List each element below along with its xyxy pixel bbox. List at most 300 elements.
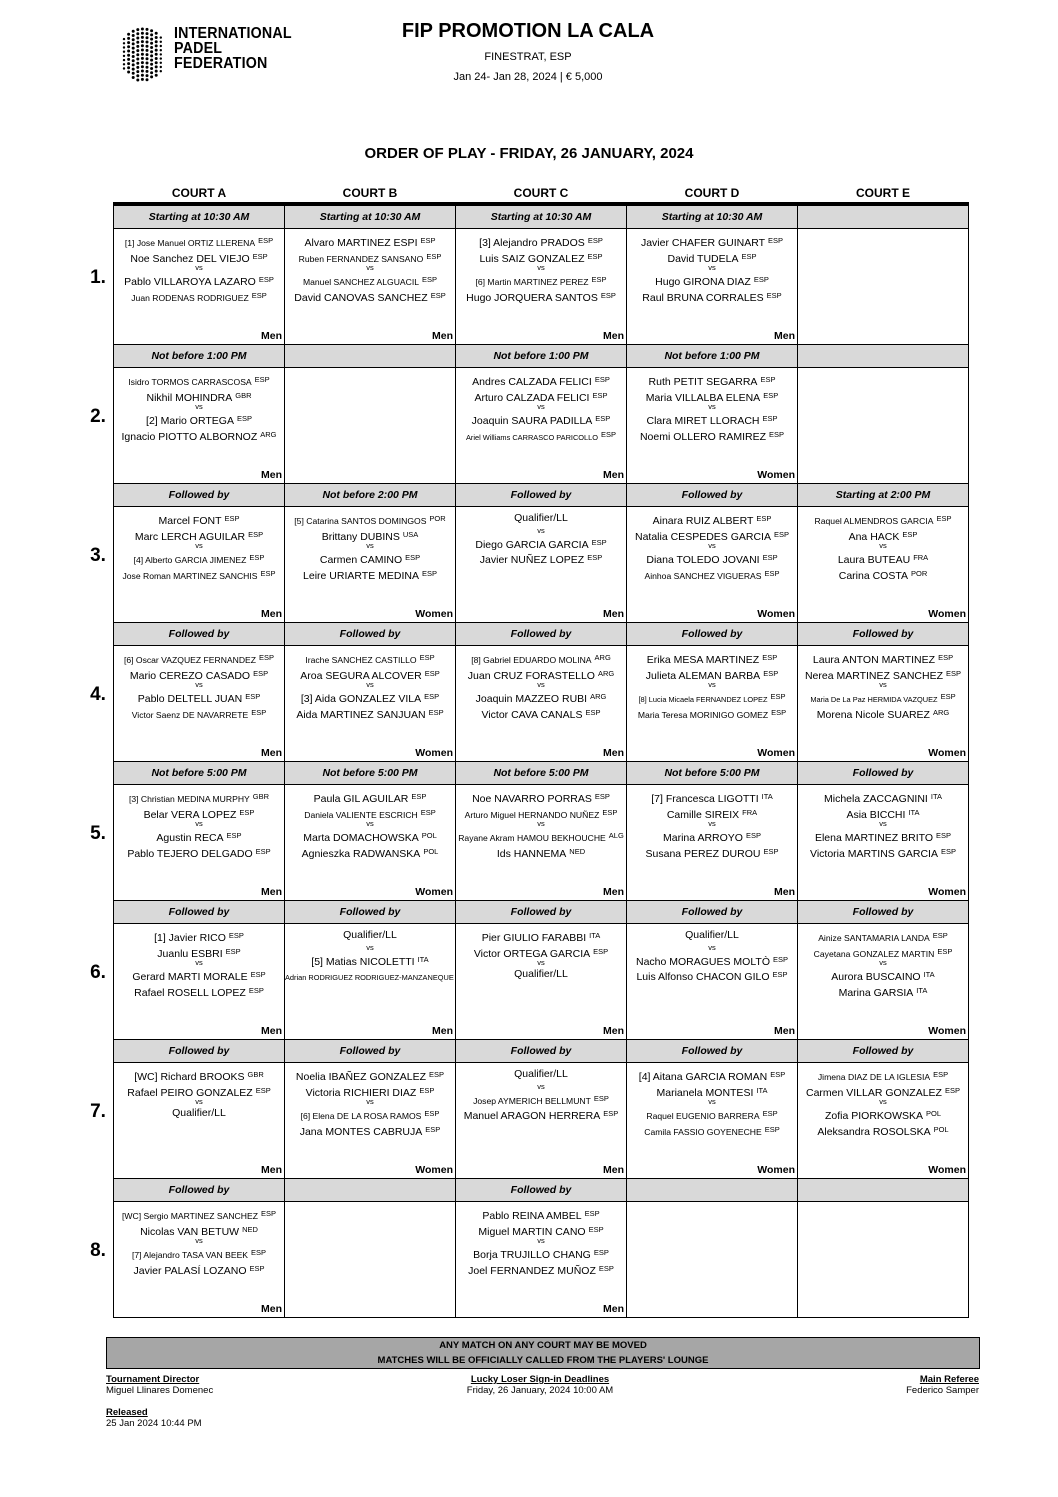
player-country: POR [429,514,446,523]
versus-text: vs [195,263,203,273]
versus-label [456,527,626,535]
player-country: ARG [932,708,950,718]
versus-text: vs [366,680,374,690]
versus-text: vs [195,680,203,690]
player-name: Elena MARTINEZ BRITO [814,832,934,845]
player-country: ESP [601,430,617,440]
player-country: ESP [585,708,601,718]
versus-text: vs [195,1236,203,1246]
match-cell [284,344,456,484]
player-name: Maria De La Paz HERMIDA VAZQUEZ [810,695,938,705]
player-name: Michela ZACCAGNINI [824,793,928,805]
player-country: ESP [250,970,266,980]
draw-category: Men [261,330,282,342]
match-players [285,650,455,721]
versus-text: vs [366,1097,374,1107]
player-country: ESP [595,414,611,424]
match-cell [626,483,798,623]
player-line [627,550,797,566]
match-players [456,372,626,443]
player-country: ESP [251,708,267,718]
tournament-dates: Jan 24- Jan 28, 2024 | € 5,000 [453,71,603,83]
player-line [798,1083,968,1099]
player-country: ESP [420,807,436,817]
start-time: Followed by [627,901,797,924]
player-country: ITA [916,986,928,996]
player-name: Nikhil MOHINDRA [146,391,233,404]
player-name: Josep AYMERICH BELLMUNT [473,1095,591,1106]
versus-label [285,1098,455,1106]
player-country: ESP [249,1264,265,1274]
player-country: ESP [773,529,789,539]
draw-category: Men [603,747,624,759]
player-line [285,844,455,860]
player-country: ESP [426,251,442,261]
player-country: ESP [252,251,268,261]
match-players [114,372,284,443]
versus-text: vs [366,942,374,952]
player-name: Belar VERA LOPEZ [143,808,237,821]
versus-label [456,959,626,967]
match-cell [113,1178,285,1318]
player-line [627,789,797,805]
player-line [456,944,626,960]
player-line [627,566,797,582]
draw-category: Women [928,747,966,759]
versus-label [456,264,626,272]
player-name: Nicolas VAN BETUW [140,1225,240,1238]
match-players [114,1067,284,1122]
player-country: ESP [764,1125,780,1135]
versus-text: vs [537,525,545,535]
versus-text: vs [537,263,545,273]
player-country: ESP [253,668,269,678]
player-name: Qualifier/LL [514,968,568,981]
player-name: Camille SIREIX [666,808,740,821]
player-name: Victor CAVA CANALS [481,709,583,722]
fip-logo-icon [118,26,170,84]
draw-category: Men [603,1164,624,1176]
draw-category: Men [774,330,795,342]
player-line [114,527,284,543]
start-time: Starting at 2:00 PM [798,484,968,507]
player-country: ESP [584,1209,600,1218]
player-name: Pablo TEJERO DELGADO [127,848,253,861]
match-players [114,928,284,999]
player-name: Irache SANCHEZ CASTILLO [305,655,417,665]
start-time: Followed by [456,1179,626,1202]
player-country: ESP [936,514,952,523]
player-name: Morena Nicole SUAREZ [816,709,930,722]
player-country: ESP [594,375,610,384]
player-line [285,550,455,566]
start-time: Followed by [456,484,626,507]
player-name: Aurora BUSCAINO [831,971,921,984]
player-name: Nacho MORAGUES MOLTÒ [635,955,770,968]
player-name: [3] Alejandro PRADOS [479,237,585,249]
start-time [798,345,968,368]
player-name: Brittany DUBINS [321,530,400,543]
match-players [456,928,626,983]
player-name: [7] Alejandro TASA VAN BEEK [131,1250,249,1261]
start-time: Not before 5:00 PM [285,762,455,785]
tournament-title: FIP PROMOTION LA CALA [401,20,655,42]
versus-label [114,1237,284,1245]
player-country: ALG [608,831,624,841]
player-line [114,566,284,582]
player-country: ESP [424,1109,440,1119]
player-country: ARG [260,430,277,440]
player-country: ESP [946,668,962,678]
draw-category: Men [603,330,624,342]
player-line [456,511,626,527]
player-country: FRA [742,807,758,817]
released [106,1407,202,1429]
player-line [798,566,968,582]
versus-text: vs [708,680,716,690]
match-cell [626,622,798,762]
player-country: NED [242,1224,258,1234]
logo-line: INTERNATIONAL [174,25,292,42]
logo-line: PADEL [174,40,223,57]
player-country: POL [423,847,439,857]
notice-box [106,1337,980,1369]
court-header: COURT C [513,186,569,200]
player-country: ESP [258,236,274,245]
player-country: ESP [902,529,918,539]
match-cell [626,205,798,345]
versus-label [114,542,284,550]
versus-text: vs [537,402,545,412]
player-line [285,1122,455,1138]
player-name: Ariel Williams CARRASCO PARICOLLO [465,433,599,443]
player-name: [3] Aida GONZALEZ VILA [300,693,422,706]
player-country: ESP [603,1109,619,1119]
player-country: ESP [760,375,776,384]
player-line [627,288,797,304]
player-line [456,372,626,388]
referee-label: Main Referee [919,1374,979,1385]
draw-category: Men [261,1025,282,1037]
match-cell [113,622,285,762]
player-line [114,1261,284,1277]
player-country: POL [933,1125,949,1135]
match-cell [797,1178,969,1318]
player-name: Victoria RICHIERI DIAZ [305,1086,417,1099]
player-name: Victoria MARTINS GARCIA [810,848,938,861]
player-line [114,372,284,388]
draw-category: Women [928,1025,966,1037]
player-country: ESP [248,529,264,539]
versus-text: vs [879,680,887,690]
versus-text: vs [195,958,203,968]
player-line [456,388,626,404]
player-line [627,233,797,249]
player-line [456,1245,626,1261]
player-line [114,983,284,999]
start-time: Starting at 10:30 AM [627,206,797,229]
player-line [114,411,284,427]
row-number: 3. [90,545,106,566]
player-name: Andres CALZADA FELICI [472,376,592,388]
match-cell [797,205,969,345]
match-cell [284,622,456,762]
draw-category: Men [774,886,795,898]
draw-category: Women [928,886,966,898]
player-line [114,1067,284,1083]
match-players [285,1067,455,1138]
versus-label [456,1083,626,1091]
player-line [285,1067,455,1083]
match-cell [626,761,798,901]
player-name: Victor ORTEGA GARCIA [473,947,591,960]
match-players [456,789,626,860]
versus-text: vs [708,819,716,829]
player-country: ESP [419,1085,435,1095]
player-country: ESP [260,1209,276,1218]
player-name: [4] Aitana GARCIA ROMAN [638,1071,768,1083]
start-time: Followed by [285,1040,455,1063]
player-country: ESP [239,807,255,817]
player-line [456,650,626,666]
match-cell [113,1039,285,1179]
match-cell [626,1178,798,1318]
start-time: Followed by [114,901,284,924]
player-line [285,249,455,265]
start-time: Not before 5:00 PM [456,762,626,785]
match-players [798,928,968,999]
player-name: Natalia CESPEDES GARCIA [635,530,771,543]
player-line [114,272,284,288]
draw-category: Women [415,886,453,898]
player-country: ESP [741,251,757,261]
player-name: Manuel ARAGON HERRERA [463,1110,601,1123]
player-country: ESP [255,847,271,857]
player-country: ESP [938,653,954,662]
start-time: Not before 2:00 PM [285,484,455,507]
start-time: Followed by [798,1040,968,1063]
player-name: Paula GIL AGUILAR [313,793,409,805]
player-country: ITA [761,792,773,801]
player-line [456,789,626,805]
referee-name: Federico Samper [906,1385,979,1396]
player-line [285,928,455,944]
player-line [114,805,284,821]
player-name: Luis SAIZ GONZALEZ [479,252,585,265]
versus-text: vs [708,402,716,412]
player-line [285,1106,455,1122]
player-name: Raul BRUNA CORRALES [642,292,764,305]
player-name: Qualifier/LL [172,1107,226,1120]
player-line [798,983,968,999]
player-country: ESP [937,946,953,956]
player-line [798,828,968,844]
player-line [456,272,626,288]
player-country: ESP [260,569,276,579]
player-name: Noe NAVARRO PORRAS [472,793,592,805]
player-line [114,789,284,805]
player-country: ESP [411,792,427,801]
start-time [285,1179,455,1202]
start-time: Followed by [456,623,626,646]
player-name: Juanlu ESBRI [157,947,223,960]
player-line [798,1067,968,1083]
player-line [627,844,797,860]
player-name: Hugo GIRONA DIAZ [655,276,751,289]
player-name: Javier CHAFER GUINART [640,237,766,249]
player-name: [WC] Sergio MARTINEZ SANCHEZ [122,1211,258,1221]
director-label: Tournament Director [106,1374,200,1385]
match-players [285,928,455,983]
lucky-loser-deadline [400,1374,680,1396]
player-country: ESP [593,946,609,956]
player-country: ESP [258,275,274,285]
player-name: Luis Alfonso CHACON GILO [636,971,770,984]
player-country: ESP [228,931,244,940]
start-time: Not before 5:00 PM [114,762,284,785]
player-line [627,1106,797,1122]
player-country: ESP [425,1125,441,1135]
player-line [798,689,968,705]
player-name: Noe Sanchez DEL VIEJO [130,252,250,265]
player-line [285,967,455,983]
versus-label [627,264,797,272]
player-line [627,388,797,404]
player-name: Rafael ROSELL LOPEZ [134,987,246,1000]
player-line [114,828,284,844]
player-line [627,411,797,427]
player-line [114,689,284,705]
start-time: Not before 1:00 PM [627,345,797,368]
player-name: Diego GARCIA GARCIA [475,538,589,551]
versus-label [456,681,626,689]
player-name: Rafael PEIRO GONZALEZ [127,1086,253,1099]
versus-text: vs [708,1097,716,1107]
row-number: 1. [90,267,106,288]
player-country: ESP [251,1248,267,1258]
match-cell [455,205,627,345]
row-number: 5. [90,823,106,844]
versus-label [798,820,968,828]
versus-label [285,264,455,272]
match-cell [284,1039,456,1179]
logo-line: FEDERATION [174,55,268,72]
player-name: Maria Teresa MORINIGO GOMEZ [637,710,769,721]
draw-category: Women [757,469,795,481]
player-line [285,233,455,249]
match-cell [113,900,285,1040]
player-name: Aroa SEGURA ALCOVER [300,669,422,682]
player-line [798,805,968,821]
player-country: ESP [763,390,779,400]
player-name: Carmen CAMINO [319,554,403,567]
versus-label [798,959,968,967]
player-line [114,666,284,682]
player-line [114,511,284,527]
player-country: ARG [590,692,607,702]
draw-category: Women [415,1164,453,1176]
match-cell [455,900,627,1040]
player-country: ESP [600,291,616,301]
player-country: NED [569,847,586,857]
notice-line: ANY MATCH ON ANY COURT MAY BE MOVED [439,1340,647,1351]
start-time: Not before 1:00 PM [114,345,284,368]
start-time: Starting at 10:30 AM [114,206,284,229]
match-players [456,1067,626,1122]
player-line [114,844,284,860]
start-time: Not before 1:00 PM [456,345,626,368]
player-name: Diana TOLEDO JOVANI [646,554,760,567]
player-line [627,650,797,666]
draw-category: Men [261,1164,282,1176]
tournament-location: FINESTRAT, ESP [484,51,572,63]
player-name: Camila FASSIO GOYENECHE [644,1127,762,1138]
court-header: COURT A [171,186,227,200]
match-players [456,511,626,566]
match-cell [797,622,969,762]
match-players [114,1206,284,1277]
player-country: ESP [236,414,252,424]
player-name: Juan RODENAS RODRIGUEZ [131,293,249,304]
player-name: Pablo DELTELL JUAN [137,693,243,706]
player-country: ESP [248,986,264,996]
player-line [798,789,968,805]
player-line [627,689,797,705]
versus-label [456,403,626,411]
player-line [114,388,284,404]
match-cell [455,1039,627,1179]
player-line [114,1106,284,1122]
court-header: COURT E [856,186,910,200]
player-line [285,805,455,821]
player-line [627,666,797,682]
player-name: Juan CRUZ FORASTELLO [467,669,595,682]
draw-category: Men [603,608,624,620]
versus-label [456,820,626,828]
player-name: Jana MONTES CABRUJA [299,1126,423,1139]
player-name: Joaquin MAZZEO RUBI [475,693,588,706]
player-line [627,1067,797,1083]
player-country: FRA [913,553,929,563]
versus-text: vs [195,402,203,412]
player-country: GBR [252,792,270,801]
player-country: USA [402,529,419,539]
versus-label [627,1098,797,1106]
player-country: ITA [417,954,429,964]
start-time: Followed by [627,1040,797,1063]
player-line [798,527,968,543]
draw-category: Men [261,747,282,759]
player-line [285,666,455,682]
player-line [627,372,797,388]
player-name: [6] Oscar VAZQUEZ FERNANDEZ [123,655,257,665]
player-line [114,1083,284,1099]
player-name: Ainhoa SANCHEZ VIGUERAS [644,571,762,582]
match-cell [797,761,969,901]
player-country: ESP [770,1070,786,1079]
player-line [285,511,455,527]
player-country: ESP [762,553,778,563]
player-name: Asia BICCHI [846,808,906,821]
match-players [285,789,455,860]
player-country: ESP [940,692,956,702]
versus-label [114,820,284,828]
player-name: Alvaro MARTINEZ ESPI [304,237,418,249]
player-country: ESP [405,553,421,563]
player-name: [5] Matias NICOLETTI [311,955,415,968]
player-name: Manuel SANCHEZ ALGUACIL [302,277,420,288]
player-line [798,705,968,721]
